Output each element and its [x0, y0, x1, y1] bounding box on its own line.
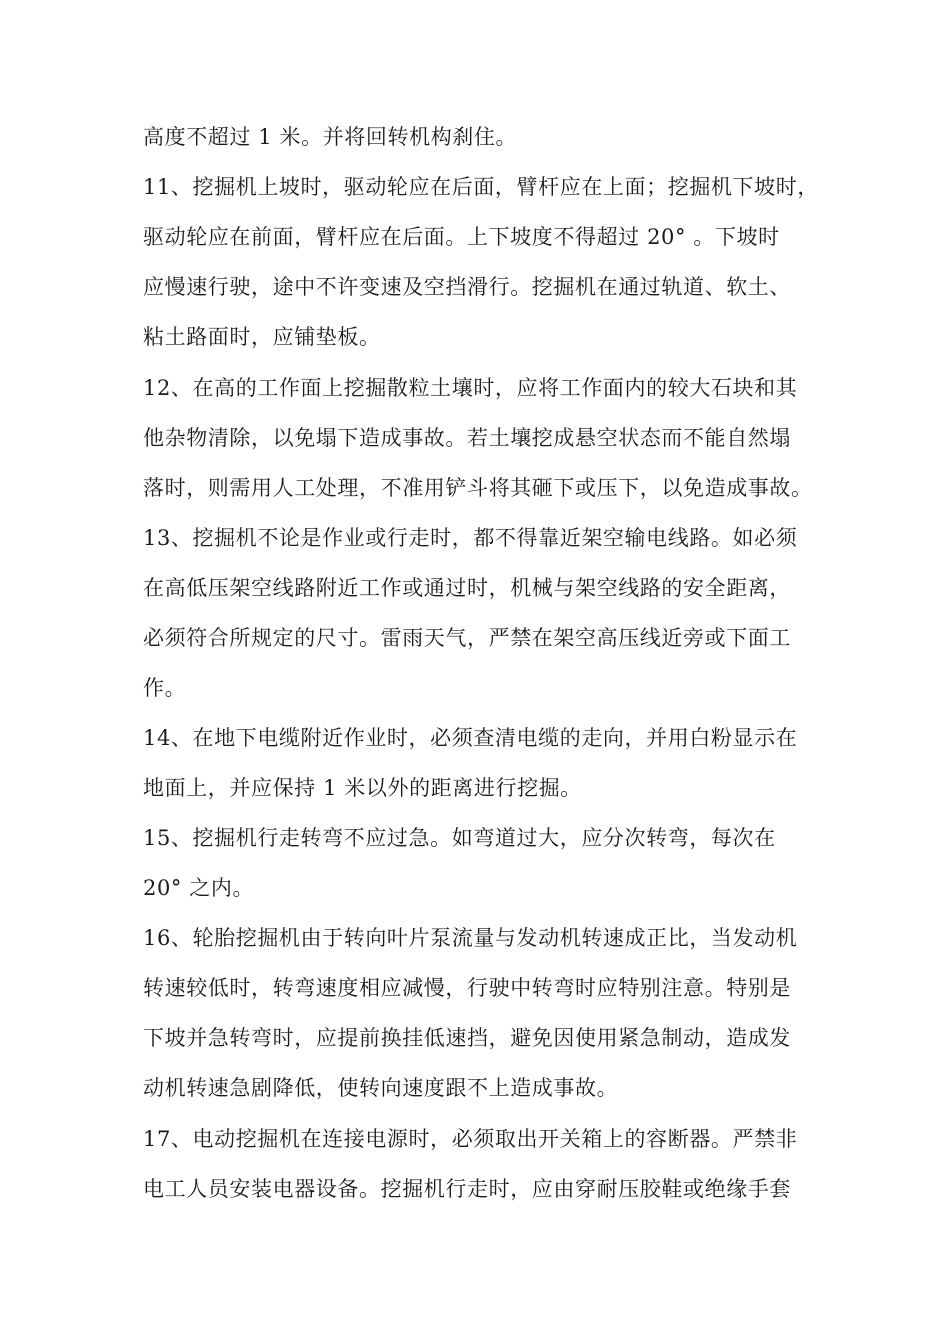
text-line: 转速较低时，转弯速度相应减慢，行驶中转弯时应特别注意。特别是 — [143, 976, 791, 1000]
text-line: 驱动轮应在前面，臂杆应在后面。上下坡度不得超过 20° 。下坡时 — [143, 225, 780, 249]
text-line: 15、挖掘机行走转弯不应过急。如弯道过大，应分次转弯，每次在 — [143, 826, 776, 850]
text-line: 17、电动挖掘机在连接电源时，必须取出开关箱上的容断器。严禁非 — [143, 1127, 798, 1151]
text-line: 下坡并急转弯时，应提前换挂低速挡，避免因使用紧急制动，造成发 — [143, 1026, 791, 1050]
text-line: 在高低压架空线路附近工作或通过时，机械与架空线路的安全距离， — [143, 576, 791, 600]
text-line: 动机转速急剧降低，使转向速度跟不上造成事故。 — [143, 1076, 619, 1100]
text-line: 落时，则需用人工处理，不准用铲斗将其砸下或压下，以免造成事故。 — [143, 476, 813, 500]
text-line: 高度不超过 1 米。并将回转机构刹住。 — [143, 125, 518, 149]
text-line: 地面上，并应保持 1 米以外的距离进行挖掘。 — [143, 776, 582, 800]
text-line: 12、在高的工作面上挖掘散粒土壤时，应将工作面内的较大石块和其 — [143, 376, 798, 400]
text-line: 14、在地下电缆附近作业时，必须查清电缆的走向，并用白粉显示在 — [143, 726, 798, 750]
text-line: 他杂物清除，以免塌下造成事故。若土壤挖成悬空状态而不能自然塌 — [143, 426, 791, 450]
text-line: 必须符合所规定的尺寸。雷雨天气，严禁在架空高压线近旁或下面工 — [143, 626, 791, 650]
text-line: 作。 — [143, 676, 187, 700]
text-line: 11、挖掘机上坡时，驱动轮应在后面，臂杆应在上面；挖掘机下坡时， — [143, 175, 819, 199]
text-line: 13、挖掘机不论是作业或行走时，都不得靠近架空输电线路。如必须 — [143, 526, 798, 550]
text-line: 粘土路面时，应铺垫板。 — [143, 325, 381, 349]
text-line: 16、轮胎挖掘机由于转向叶片泵流量与发动机转速成正比，当发动机 — [143, 926, 798, 950]
text-line: 20° 之内。 — [143, 876, 255, 900]
text-line: 应慢速行驶，途中不许变速及空挡滑行。挖掘机在通过轨道、软土、 — [143, 275, 791, 299]
text-line: 电工人员安装电器设备。挖掘机行走时，应由穿耐压胶鞋或绝缘手套 — [143, 1177, 791, 1201]
